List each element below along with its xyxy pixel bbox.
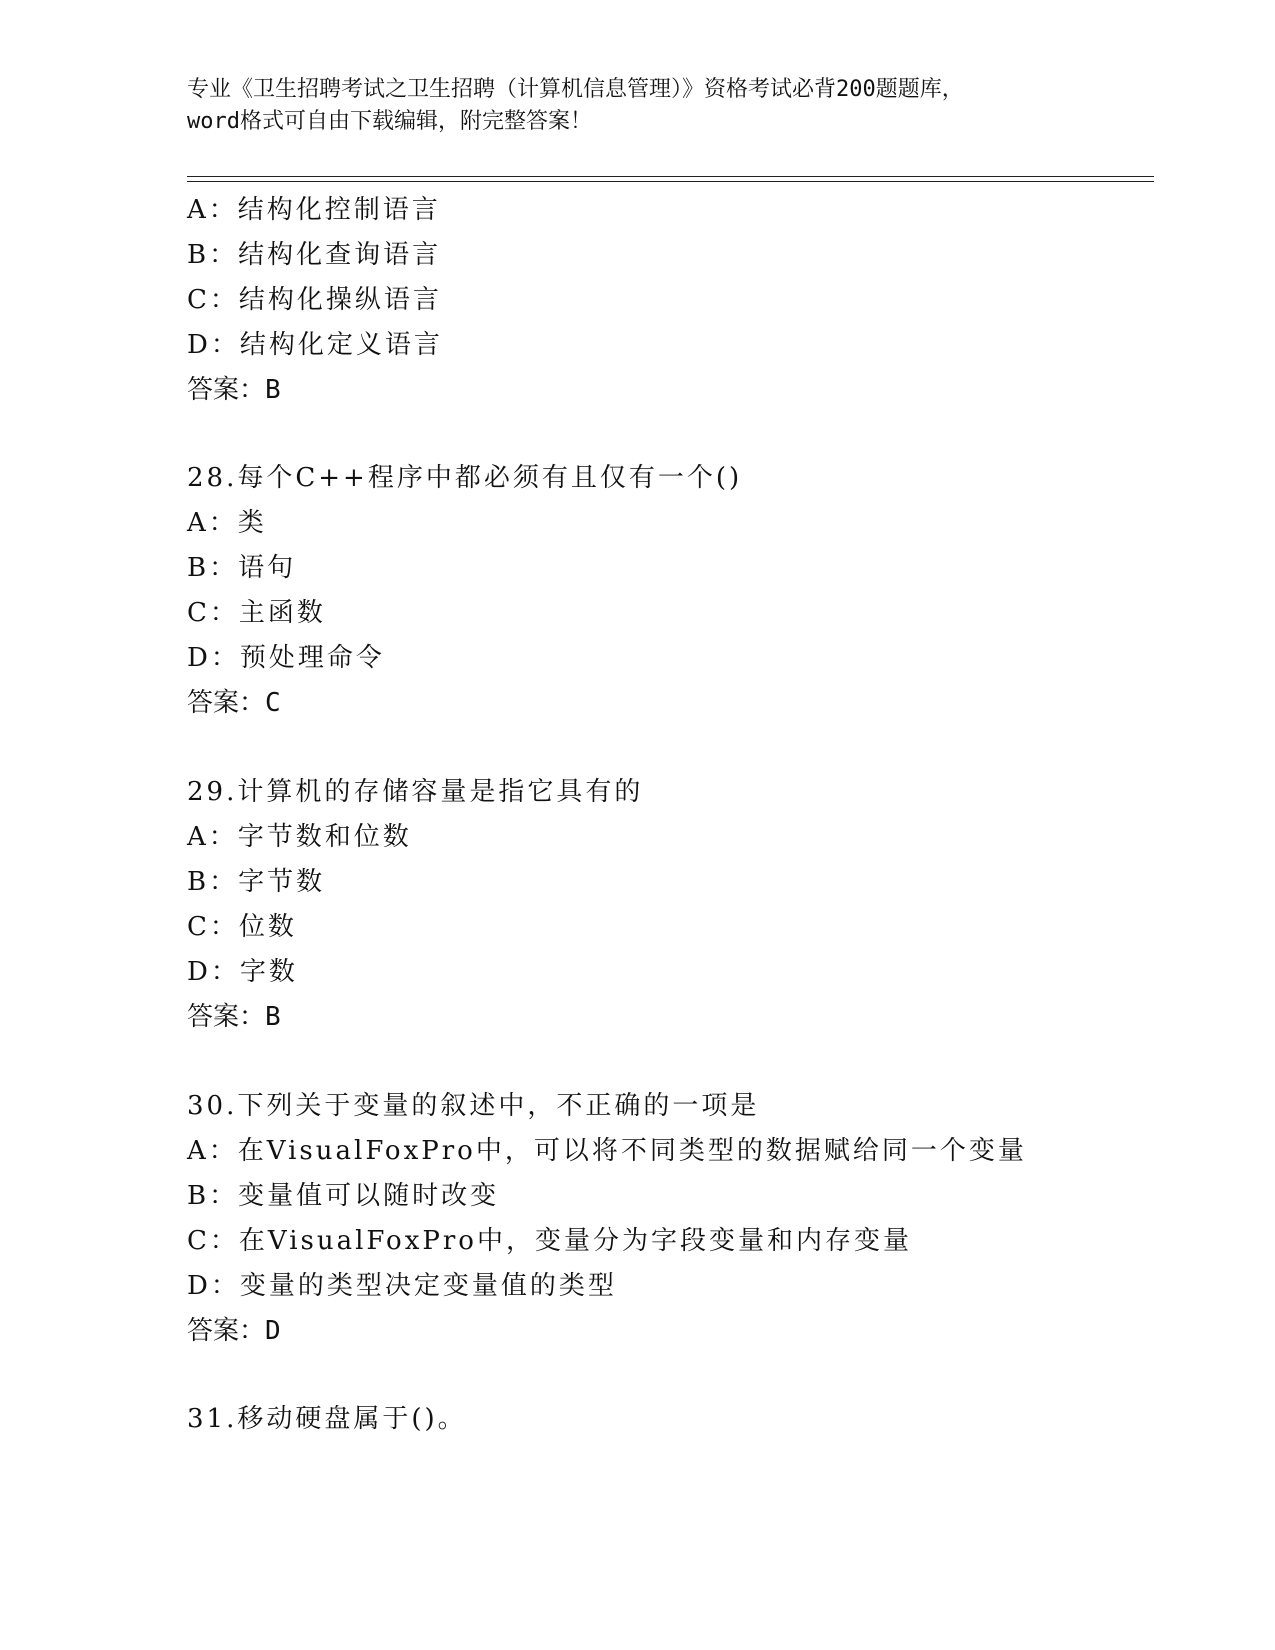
q30-option-a: A：在VisualFoxPro中，可以将不同类型的数据赋给同一个变量 — [187, 1136, 1027, 1166]
q29-option-a: A：字节数和位数 — [187, 822, 412, 852]
q30-option-d: D：变量的类型决定变量值的类型 — [187, 1271, 617, 1301]
q30-option-c: C：在VisualFoxPro中，变量分为字段变量和内存变量 — [187, 1226, 912, 1256]
q30-option-b: B：变量值可以随时改变 — [187, 1181, 500, 1211]
q30-answer: 答案：D — [187, 1316, 281, 1346]
q29-question: 29.计算机的存储容量是指它具有的 — [187, 777, 644, 807]
q30-question: 30.下列关于变量的叙述中，不正确的一项是 — [187, 1091, 760, 1121]
q27-option-d: D：结构化定义语言 — [187, 330, 443, 360]
q29-option-c: C：位数 — [187, 912, 297, 942]
header-title-line-1: 专业《卫生招聘考试之卫生招聘（计算机信息管理）》资格考试必背200题题库， — [187, 77, 964, 102]
q28-option-b: B：语句 — [187, 553, 297, 583]
q28-option-d: D：预处理命令 — [187, 643, 385, 673]
q31-question: 31.移动硬盘属于()。 — [187, 1404, 467, 1434]
q28-option-c: C：主函数 — [187, 598, 326, 628]
header-title-line-2: word格式可自由下载编辑，附完整答案！ — [187, 109, 592, 134]
header-divider-top — [187, 176, 1154, 177]
q29-option-d: D：字数 — [187, 957, 298, 987]
q28-question: 28.每个C++程序中都必须有且仅有一个() — [187, 463, 743, 493]
q28-answer: 答案：C — [187, 688, 281, 718]
q27-option-b: B：结构化查询语言 — [187, 240, 442, 270]
q29-answer: 答案：B — [187, 1002, 281, 1032]
q27-answer: 答案：B — [187, 375, 281, 405]
q27-option-c: C：结构化操纵语言 — [187, 285, 442, 315]
q28-option-a: A：类 — [187, 508, 267, 538]
q27-option-a: A：结构化控制语言 — [187, 195, 441, 225]
q29-option-b: B：字节数 — [187, 867, 326, 897]
header-divider-bottom — [187, 181, 1154, 182]
document-header — [187, 74, 1087, 138]
